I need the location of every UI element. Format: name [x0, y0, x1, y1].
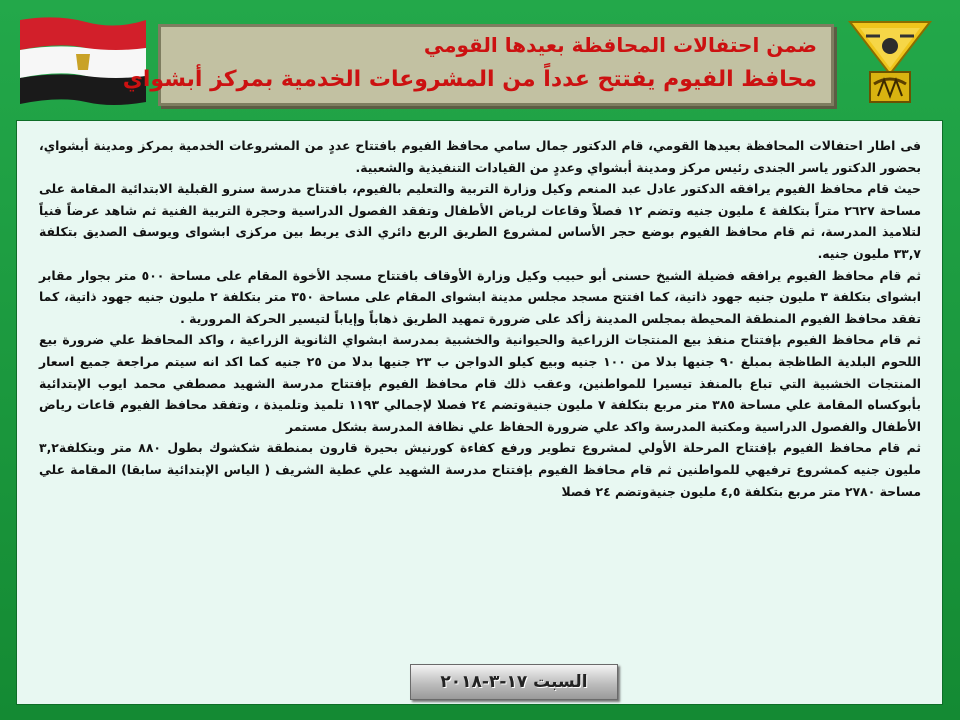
fayoum-governorate-emblem-icon — [840, 14, 940, 110]
article-paragraph: ثم قام محافظ الفيوم بإفتتاح منفذ بيع المنتجات الزراعية والحيوانية والخشبية بمدرسة ابشواي الثانوية الزراعية ، واكد المحافظ علي ضرورة بيع اللحوم البلدية الطاظجة بمبلغ ٩٠ جنيها بدلا من ١٠٠ جنيه وبيع كيلو الدواجن ب ٢٣ جنيها بدلا من ٢٥ جنيه كما اكد انه سيتم مراجعة جميع اسعار المنتجات الخشبية التي تباع بالمنفذ تيسيرا للمواطنين، وعقب ذلك قام محافظ الفيوم بإفتتاح مدرسة الشهيد مصطفي محمد ايوب الإبتدائية بأبوكساه المقامة علي مساحة ٣٨٥ متر مربع بتكلفة ٧ مليون جنيةوتضم ٢٤ فصلا لإجمالي ١١٩٣ تلميذ وتلميذة ، وتفقد محافظ الفيوم قاعات رياض الأطفال والفصول الدراسية ومكتبة المدرسة واكد علي ضرورة الحفاظ علي نظافة المدرسة بشكل مستمر — [39, 332, 922, 434]
article-paragraph: فى اطار احتفالات المحافظة بعيدها القومي، قام الدكتور جمال سامي محافظ الفيوم بافتتاح عددٍ من المشروعات الخدمية بمركز ومدينة أبشواي، بحضور الدكتور ياسر الجندى رئيس مركز ومدينة أبشواي وعددٍ من القيادات التنفيذية والشعبية. — [39, 138, 921, 175]
date-badge: السبت ١٧-٣-٢٠١٨ — [410, 664, 618, 700]
article-panel — [16, 120, 943, 705]
article-paragraph: حيث قام محافظ الفيوم يرافقه الدكتور عادل عبد المنعم وكيل وزارة التربية والتعليم بالفيوم، بافتتاح مدرسة سنرو القبلية الابتدائية المقامة على مساحة ٢٦٢٧ متراً بتكلفة ٤ مليون جنيه وتضم ١٢ فصلاً وقاعات لرياض الأطفال وتفقد الفصول الدراسية وحجرة التربية الفنية ثم شاهد عرضاً فنياً لتلاميذ المدرسة، ثم قام محافظ الفيوم بوضع حجر الأساس لمشروع الطريق الربع دائري الذى يربط بين مركزى ابشواى ويوسف الصديق بتكلفة ٣٣,٧ مليون جنيه. — [39, 181, 921, 261]
article-paragraph: ثم قام محافظ الفيوم بإفتتاح المرحلة الأولي لمشروع تطوير ورفع كفاءة كورنيش بحيرة قارون بمنطقة شكشوك بطول ٨٨٠ متر وبتكلفة٣,٢ مليون جنيه كمشروع ترفيهي للمواطنين ثم قام محافظ الفيوم بإفتتاح مدرسة الشهيد علي عطية الشريف ( الياس الإبتدائية سابقا) المقامة علي مساحة ٢٧٨٠ متر مربع بتكلفة ٤,٥ مليون جنيةوتضم ٢٤ فصلا — [39, 440, 921, 499]
headline-line-2: محافظ الفيوم يفتتح عدداً من المشروعات الخدمية بمركز أبشواي — [122, 67, 817, 92]
headline-line-1: ضمن احتفالات المحافظة بعيدها القومي — [423, 33, 817, 57]
egypt-flag-icon — [16, 14, 150, 108]
headline-box — [122, 24, 834, 106]
article-paragraph: ثم قام محافظ الفيوم يرافقه فضيلة الشيخ حسنى أبو حبيب وكيل وزارة الأوقاف بافتتاح مسجد الأخوة المقام على مساحة ٥٠٠ متر بجوار مقابر ابشواى بتكلفة ٣ مليون جنيه جهود ذاتية، كما افتتح مسجد مجلس مدينة ابشواى المقام على مساحة ٣٥٠ متر بتكلفة ٢ مليون جنيه جهود ذاتية، كما تفقد محافظ الفيوم المنطقة المحيطة بمجلس المدينة زأكد على ضرورة تمهيد الطريق ذهاباً وإياباً لتيسير الحركة المرورية . — [39, 267, 921, 326]
article-body — [39, 135, 921, 502]
